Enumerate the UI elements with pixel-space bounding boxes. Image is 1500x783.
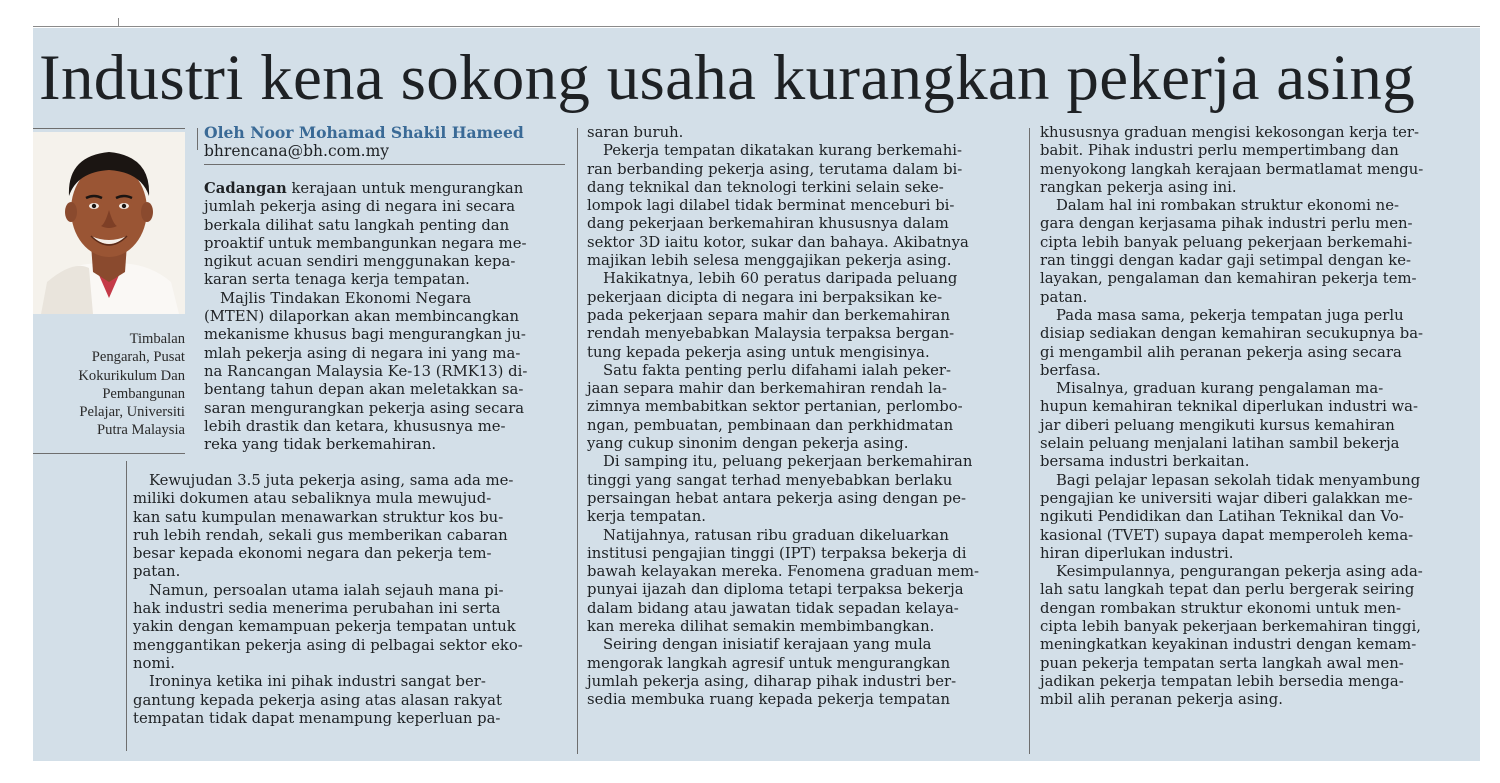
text-line: rangkan pekerja asing ini.	[1040, 178, 1237, 196]
text-line: ran tinggi dengan kadar gaji setimpal dengan ke-	[1040, 252, 1411, 270]
text-line: bentang tahun depan akan meletakkan sa-	[204, 381, 524, 399]
text-line: lompok lagi dilabel tidak berminat menceburi bi-	[587, 197, 955, 215]
text-line: tung kepada pekerja asing untuk mengisinya.	[587, 343, 930, 361]
text-line: bersama industri berkaitan.	[1040, 453, 1250, 471]
text-line: khususnya graduan mengisi kekosongan kerja ter-	[1040, 124, 1419, 141]
text-line: jumlah pekerja asing, diharap pihak industri ber-	[587, 672, 957, 690]
text-line: Di samping itu, peluang pekerjaan berkemahiran	[603, 453, 973, 471]
text-line: kan mereka dilihat semakin membimbangkan.	[587, 618, 935, 636]
text-line: lebih drastik dan ketara, khususnya me-	[204, 417, 506, 435]
column-divider	[577, 128, 578, 754]
text-line: mekanisme khusus bagi mengurangkan ju-	[204, 326, 526, 344]
text-line: babit. Pihak industri perlu mempertimbang dan	[1040, 142, 1399, 160]
text-line: Ironinya ketika ini pihak industri sangat ber-	[149, 673, 486, 691]
text-line: Kesimpulannya, pengurangan pekerja asing ada-	[1056, 563, 1423, 581]
text-line: Satu fakta penting perlu difahami ialah peker-	[603, 361, 951, 379]
top-tick-mark	[118, 18, 119, 26]
text-line: saran buruh.	[587, 124, 684, 141]
text-line: sektor 3D iaitu kotor, sukar dan bahaya. Akibatnya	[587, 233, 969, 251]
byline-divider	[197, 128, 198, 150]
text-line: selain peluang menjalani latihan sambil bekerja	[1040, 435, 1400, 453]
text-line: reka yang tidak berkemahiran.	[204, 436, 437, 454]
text-line-rest: kerajaan untuk mengurangkan	[286, 180, 524, 197]
text-line	[204, 180, 574, 198]
text-line: Majlis Tindakan Ekonomi Negara	[220, 289, 472, 307]
text-line: Hakikatnya, lebih 60 peratus daripada peluang	[603, 270, 958, 288]
text-line: pengajian ke universiti wajar diberi galakkan me-	[1040, 489, 1413, 507]
text-line: tinggi yang sangat terhad menyebabkan berlaku	[587, 471, 953, 489]
text-line: pekerjaan dicipta di negara ini berpaksikan ke-	[587, 288, 943, 306]
text-line: meningkatkan keyakinan industri dengan kemam-	[1040, 636, 1417, 654]
text-line: lah satu langkah tepat dan perlu bergerak seiring	[1040, 581, 1415, 599]
text-line: kerja tempatan.	[587, 508, 706, 526]
caption-line: Pengarah, Pusat	[91, 349, 185, 366]
text-line: besar kepada ekonomi negara dan pekerja tem-	[133, 545, 492, 563]
text-line: punyai ijazah dan diploma tetapi terpaksa bekerja	[587, 581, 964, 599]
column-1-bottom	[133, 472, 573, 728]
text-line: Pekerja tempatan dikatakan kurang berkemahi-	[603, 142, 963, 160]
text-line: Kewujudan 3.5 juta pekerja asing, sama ada me-	[149, 472, 514, 489]
text-line: miliki dokumen atau sebaliknya mula mewujud-	[133, 490, 492, 508]
text-line: Seiring dengan inisiatif kerajaan yang mula	[603, 636, 932, 654]
text-line: cipta lebih banyak peluang pekerjaan berkemahi-	[1040, 233, 1413, 251]
text-line: ngikut acuan sendiri menggunakan kepa-	[204, 253, 516, 271]
caption-line: Pelajar, Universiti	[79, 404, 185, 421]
text-line: Misalnya, graduan kurang pengalaman ma-	[1056, 380, 1384, 398]
text-line: dang teknikal dan teknologi terkini selain seke-	[587, 178, 944, 196]
author-caption	[33, 330, 185, 440]
caption-line: Kokurikulum Dan	[78, 367, 185, 384]
text-line: dalam bidang atau jawatan tidak sepadan kelaya-	[587, 599, 959, 617]
text-line: yang cukup sinonim dengan pekerja asing.	[587, 435, 909, 453]
text-line: dang pekerjaan berkemahiran khususnya dalam	[587, 215, 949, 233]
text-line: jar diberi peluang mengikuti kursus kemahiran	[1040, 416, 1395, 434]
text-line: karan serta tenaga kerja tempatan.	[204, 271, 470, 289]
byline-email-link[interactable]: bhrencana@bh.com.my	[204, 142, 390, 160]
text-line: menggantikan pekerja asing di pelbagai sektor eko-	[133, 636, 523, 654]
text-line: tempatan tidak dapat menampung keperluan pa-	[133, 709, 501, 727]
text-line: Natijahnya, ratusan ribu graduan dikeluarkan	[603, 526, 949, 544]
lead-word: Cadangan	[204, 180, 287, 197]
text-line: Bagi pelajar lepasan sekolah tidak menyambung	[1056, 471, 1421, 489]
text-line: mbil alih peranan pekerja asing.	[1040, 691, 1283, 709]
byline-rule	[204, 164, 565, 165]
text-line: ngikuti Pendidikan dan Latihan Teknikal dan Vo-	[1040, 508, 1404, 526]
text-line: jumlah pekerja asing di negara ini secara	[204, 198, 516, 216]
text-line: disiap sediakan dengan kemahiran secukupnya ba-	[1040, 325, 1424, 343]
text-line: majikan lebih selesa menggajikan pekerja asing.	[587, 252, 952, 270]
caption-bottom-rule	[33, 453, 185, 454]
text-line: berfasa.	[1040, 361, 1101, 379]
text-line: pada pekerjaan separa mahir dan berkemahiran	[587, 306, 951, 324]
text-line: layakan, pengalaman dan kemahiran pekerja tem-	[1040, 270, 1417, 288]
text-line: na Rancangan Malaysia Ke-13 (RMK13) di-	[204, 362, 528, 380]
text-line: jadikan pekerja tempatan lebih bersedia menga-	[1040, 672, 1404, 690]
text-line: patan.	[133, 563, 181, 581]
column-divider-left	[126, 461, 127, 751]
text-line: Pada masa sama, pekerja tempatan juga perlu	[1056, 306, 1404, 324]
text-line: gantung kepada pekerja asing atas alasan rakyat	[133, 691, 502, 709]
text-line: ruh lebih rendah, sekali gus memberikan cabaran	[133, 526, 508, 544]
column-1-top	[204, 180, 574, 454]
text-line: (MTEN) dilaporkan akan membincangkan	[204, 308, 520, 326]
text-line: institusi pengajian tinggi (IPT) terpaksa bekerja di	[587, 544, 967, 562]
text-line: dengan rombakan struktur ekonomi untuk men-	[1040, 599, 1402, 617]
text-line: bawah kelayakan mereka. Fenomena graduan mem-	[587, 563, 980, 581]
text-line: hupun kemahiran teknikal diperlukan industri wa-	[1040, 398, 1419, 416]
text-line: gi mengambil alih peranan pekerja asing secara	[1040, 343, 1402, 361]
text-line: mengorak langkah agresif untuk mengurangkan	[587, 654, 951, 672]
column-divider	[1029, 128, 1030, 754]
byline-author: Oleh Noor Mohamad Shakil Hameed	[204, 123, 524, 142]
text-line: persaingan hebat antara pekerja asing dengan pe-	[587, 489, 966, 507]
text-line: ran berbanding pekerja asing, terutama dalam bi-	[587, 160, 963, 178]
column-3	[1040, 124, 1476, 710]
text-line: rendah menyebabkan Malaysia terpaksa bergan-	[587, 325, 955, 343]
headline: Industri kena sokong usaha kurangkan pekerja asing	[39, 42, 1416, 114]
text-line: zimnya membabitkan sektor pertanian, perlombo-	[587, 398, 963, 416]
text-line: nomi.	[133, 654, 175, 672]
text-line: patan.	[1040, 288, 1088, 306]
text-line: kasional (TVET) supaya dapat memperoleh kema-	[1040, 526, 1414, 544]
article-panel	[33, 28, 1480, 761]
text-line: menyokong langkah kerajaan bermatlamat mengu-	[1040, 160, 1424, 178]
caption-line: Putra Malaysia	[97, 422, 185, 439]
text-line: saran mengurangkan pekerja asing secara	[204, 399, 525, 417]
top-rule	[33, 26, 1480, 27]
text-line: sedia membuka ruang kepada pekerja tempatan	[587, 691, 951, 709]
text-line: yakin dengan kemampuan pekerja tempatan untuk	[133, 618, 516, 636]
caption-line: Timbalan	[129, 331, 185, 347]
text-line: hak industri sedia menerima perubahan ini serta	[133, 600, 501, 618]
text-line: proaktif untuk membangunkan negara me-	[204, 234, 527, 252]
author-portrait-icon	[33, 132, 185, 314]
caption-line: Pembangunan	[102, 385, 185, 402]
text-line: puan pekerja tempatan serta langkah awal men-	[1040, 654, 1404, 672]
text-line: Dalam hal ini rombakan struktur ekonomi ne-	[1056, 197, 1399, 215]
text-line: Namun, persoalan utama ialah sejauh mana pi-	[149, 581, 504, 599]
photo-top-rule	[33, 128, 185, 129]
text-line: jaan separa mahir dan berkemahiran rendah la-	[587, 380, 947, 398]
text-line: berkala dilihat satu langkah penting dan	[204, 216, 510, 234]
text-line: hiran diperlukan industri.	[1040, 544, 1234, 562]
text-line: ngan, pembuatan, pembinaan dan perkhidmatan	[587, 416, 954, 434]
text-line: mlah pekerja asing di negara ini yang ma-	[204, 344, 521, 362]
text-line: gara dengan kerjasama pihak industri perlu men-	[1040, 215, 1413, 233]
column-2	[587, 124, 1023, 710]
text-line: cipta lebih banyak pekerjaan berkemahiran tinggi,	[1040, 618, 1421, 636]
text-line: kan satu kumpulan menawarkan struktur kos bu-	[133, 508, 504, 526]
author-photo	[33, 132, 185, 314]
